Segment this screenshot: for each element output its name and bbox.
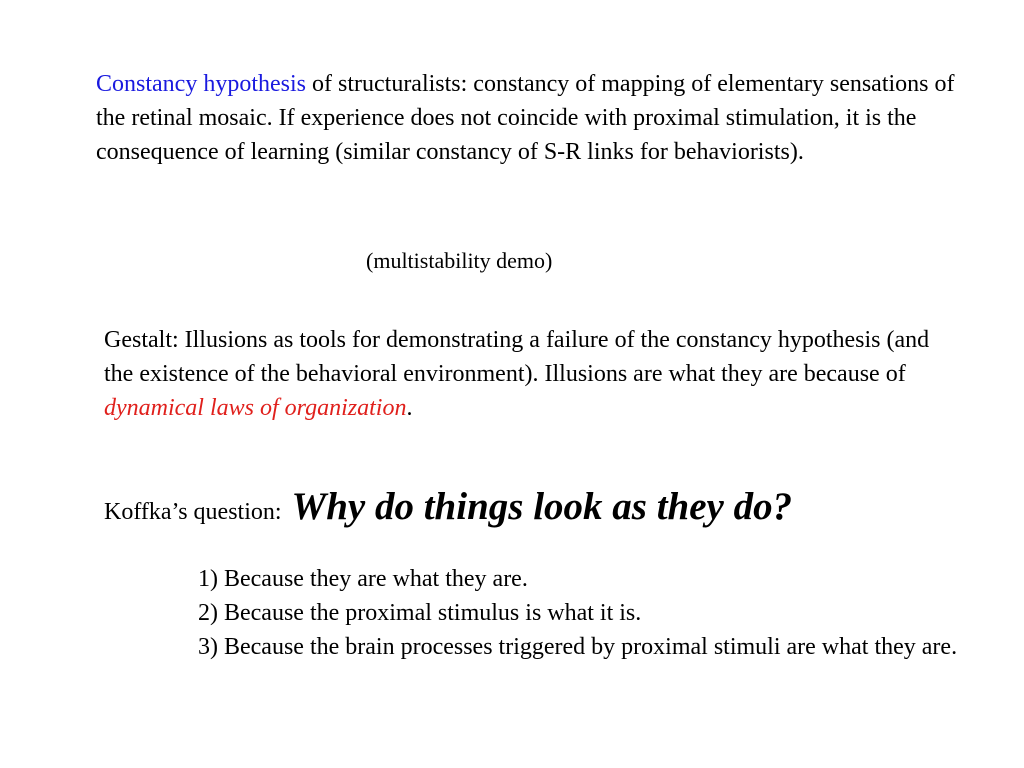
gestalt-text-end: .: [406, 395, 413, 421]
dynamical-laws-term: dynamical laws of organization: [104, 395, 407, 421]
koffka-question-text: Why do things look as they do?: [291, 485, 793, 528]
answers-list: [198, 562, 958, 664]
answer-item: 1) Because they are what they are.: [198, 566, 528, 592]
constancy-hypothesis-paragraph: [96, 67, 956, 169]
koffka-question-label: Koffka’s question:: [104, 499, 282, 525]
gestalt-text: Gestalt: Illusions as tools for demonstrating a failure of the constancy hypothesis (and the existence of the behavioral environment). Illusions are what they are because of: [104, 327, 930, 387]
constancy-hypothesis-term: Constancy hypothesis: [96, 71, 306, 97]
multistability-demo-note: (multistability demo): [366, 248, 553, 273]
answer-item: 3) Because the brain processes triggered by proximal stimuli are what they are.: [198, 634, 958, 660]
koffka-question-line: [104, 485, 984, 529]
gestalt-paragraph: [104, 323, 964, 425]
answer-item: 2) Because the proximal stimulus is what it is.: [198, 600, 642, 626]
constancy-hypothesis-text: of structuralists: constancy of mapping of elementary sensations of the retinal mosaic. If experience does not coincide with proximal stimulation, it is the consequence of learning (similar constancy of S-R links for behaviorists).: [96, 71, 955, 165]
